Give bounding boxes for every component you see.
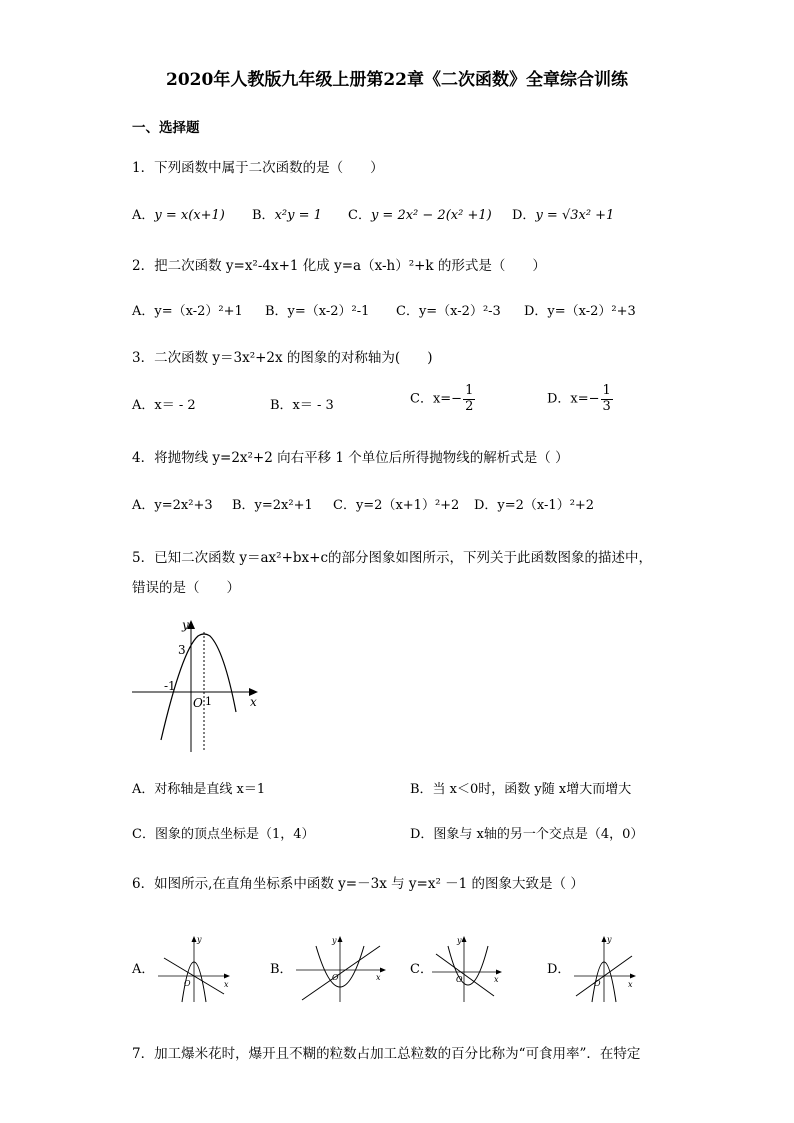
q6c-x-label: x xyxy=(494,975,499,984)
q1-option-a-label: A． xyxy=(132,208,155,223)
q5-option-b: B．当 x＜0时，函数 y随 x增大而增大 xyxy=(410,782,632,797)
q6a-x-arrow xyxy=(224,974,230,979)
q5-origin-label: O xyxy=(193,696,203,710)
q1-option-b xyxy=(252,208,322,224)
q5-y-label: y xyxy=(182,618,189,632)
q6-graph-b xyxy=(292,932,390,1004)
q6-graph-a xyxy=(154,932,234,1004)
q5-x-label: x xyxy=(250,695,257,709)
q6c-line xyxy=(436,954,494,996)
q2-option-b: B．y=（x-2）²-1 xyxy=(265,304,370,319)
q1-option-c-label: C． xyxy=(348,208,371,223)
q5-tick-3: 3 xyxy=(178,643,186,657)
q6d-y-label: y xyxy=(607,935,612,944)
q2-option-a: A．y=（x-2）²+1 xyxy=(132,304,243,319)
q5-option-d: D．图象与 x轴的另一个交点是（4，0） xyxy=(410,827,644,842)
q3-option-d-label: D．x=− xyxy=(547,391,600,407)
q5-tick-1: 1 xyxy=(205,695,212,708)
page-title: 2020年人教版九年级上册第22章《二次函数》全章综合训练 xyxy=(166,70,628,90)
q5-graph xyxy=(128,610,268,758)
q1-option-d-math: y = √3x² +1 xyxy=(535,208,615,223)
q6-graph-c xyxy=(428,932,508,1004)
q1-option-d xyxy=(512,208,614,224)
q4-option-d: D．y=2（x-1）²+2 xyxy=(474,498,595,513)
q6-option-b-label: B． xyxy=(270,962,293,977)
question-7-stem: 7．加工爆米花时，爆开且不糊的粒数占加工总粒数的百分比称为“可食用率”．在特定 xyxy=(132,1046,641,1062)
q5-tick-neg1: -1 xyxy=(164,679,176,693)
q6b-x-arrow xyxy=(380,968,386,973)
q3-option-b: B．x＝ - 3 xyxy=(270,398,334,413)
q1-option-d-label: D． xyxy=(512,208,536,223)
question-5-stem-line1: 5．已知二次函数 y＝ax²+bx+c的部分图象如图所示，下列关于此函数图象的描述中， xyxy=(132,550,653,566)
q6c-y-label: y xyxy=(457,936,462,945)
q6d-y-arrow xyxy=(602,936,607,942)
q6b-x-label: x xyxy=(376,973,381,982)
q1-option-c-math: y = 2x² − 2(x² +1) xyxy=(370,208,492,223)
q4-option-b: B．y=2x²+1 xyxy=(232,498,313,513)
q6c-parabola xyxy=(448,946,488,985)
q3-option-c-numerator: 1 xyxy=(465,383,474,398)
q6d-x-label: x xyxy=(628,980,633,989)
question-5-stem-line2: 错误的是（ ） xyxy=(132,580,240,596)
question-4-stem: 4．将抛物线 y=2x²+2 向右平移 1 个单位后所得抛物线的解析式是（ ） xyxy=(132,450,569,466)
q6a-y-label: y xyxy=(197,935,202,944)
q1-option-a-math: y = x(x+1) xyxy=(154,208,225,223)
q5-option-c: C．图象的顶点坐标是（1，4） xyxy=(132,827,315,842)
q1-option-a xyxy=(132,208,225,224)
q2-option-c: C．y=（x-2）²-3 xyxy=(396,304,501,319)
q6c-x-arrow xyxy=(496,970,502,975)
q3-option-c-label: C．x=− xyxy=(410,391,463,407)
question-1-stem: 1．下列函数中属于二次函数的是（ ） xyxy=(132,160,384,176)
q6d-x-arrow xyxy=(630,974,636,979)
q6c-y-arrow xyxy=(462,936,467,942)
q3-option-d-denominator: 3 xyxy=(602,398,611,414)
q3-option-d xyxy=(547,384,613,415)
q1-option-b-label: B． xyxy=(252,208,275,223)
section-heading: 一、选择题 xyxy=(132,120,200,136)
q4-option-a: A．y=2x²+3 xyxy=(132,498,213,513)
q6-graph-d xyxy=(570,932,640,1004)
q3-option-d-numerator: 1 xyxy=(602,383,611,398)
q1-option-c xyxy=(348,208,492,224)
question-6-stem: 6．如图所示,在直角坐标系中函数 y=－3x 与 y=x² －1 的图象大致是（ ） xyxy=(132,876,584,892)
q6b-y-arrow xyxy=(338,936,343,942)
q3-option-c xyxy=(410,384,475,415)
q2-option-d: D．y=（x-2）²+3 xyxy=(524,304,636,319)
q6b-y-label: y xyxy=(332,936,337,945)
q6-option-d-label: D． xyxy=(547,962,571,977)
q6b-origin: O xyxy=(332,973,339,982)
question-2-stem: 2．把二次函数 y=x²-4x+1 化成 y=a（x-h）²+k 的形式是（ ） xyxy=(132,258,546,274)
q6d-origin: O xyxy=(594,979,601,988)
question-3-stem: 3．二次函数 y＝3x²+2x 的图象的对称轴为( ) xyxy=(132,350,433,366)
q3-option-a: A．x＝ - 2 xyxy=(132,398,196,413)
q6b-line xyxy=(302,946,380,1000)
q6a-origin: O xyxy=(184,979,191,988)
q6a-x-label: x xyxy=(224,980,229,989)
q6-option-c-label: C． xyxy=(410,962,433,977)
q4-option-c: C．y=2（x+1）²+2 xyxy=(333,498,460,513)
q6-option-a-label: A． xyxy=(132,962,155,977)
q6a-y-arrow xyxy=(192,936,197,942)
q6c-origin: O xyxy=(456,975,463,984)
q1-option-b-math: x²y = 1 xyxy=(274,208,322,223)
q5-option-a: A．对称轴是直线 x＝1 xyxy=(132,782,266,797)
q3-option-c-denominator: 2 xyxy=(465,398,474,414)
